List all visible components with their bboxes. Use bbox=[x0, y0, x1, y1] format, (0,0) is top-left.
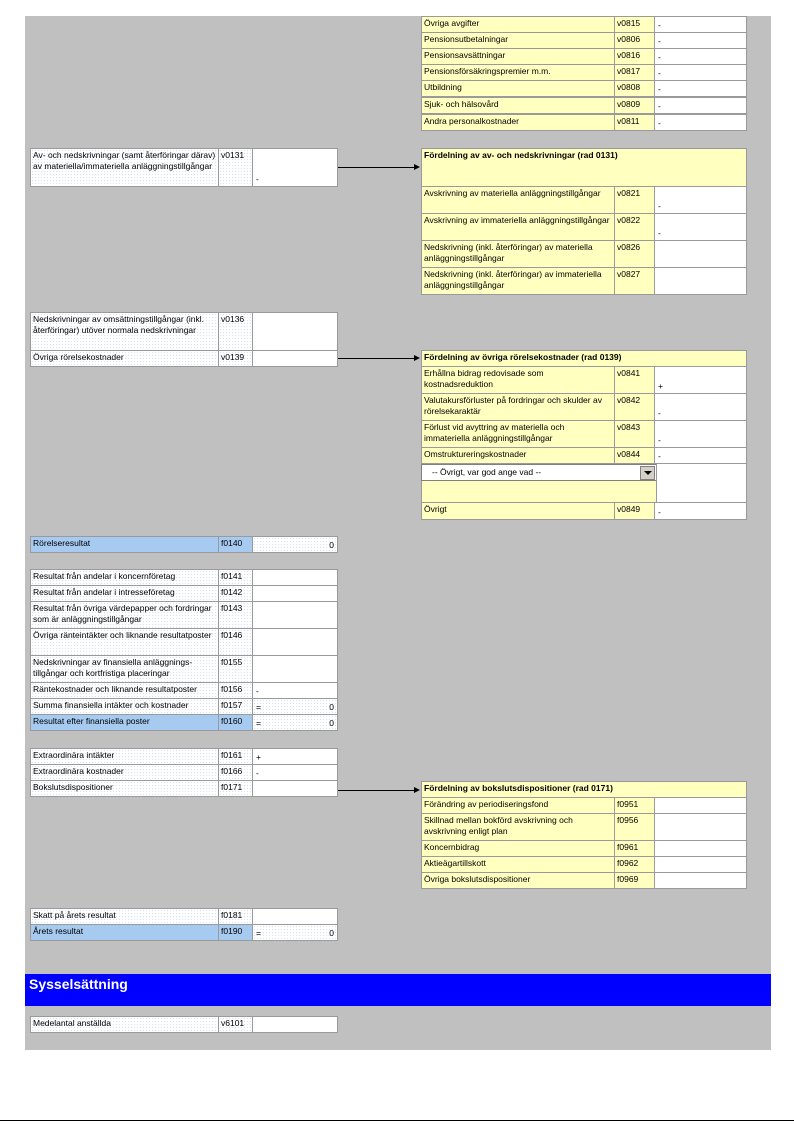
result-after-financial-code: f0160 bbox=[218, 714, 253, 731]
row-label: Avskrivning av immateriella anläggningstillgångar bbox=[421, 213, 615, 241]
operating-costs-breakdown-header: Fördelning av övriga rörelsekostnader (rad 0139) bbox=[421, 350, 747, 367]
row-label: Nedskrivning (inkl. återföringar) av materiella anläggningstillgångar bbox=[421, 240, 615, 268]
arrow-line bbox=[338, 790, 415, 791]
appropriations-breakdown-header: Fördelning av bokslutsdispositioner (rad 0171) bbox=[421, 781, 747, 798]
row-value-input[interactable] bbox=[654, 872, 747, 889]
current-assets-writedown-label: Nedskrivningar av omsättningstillgångar (inkl. återföringar) utöver normala nedskrivningar bbox=[30, 312, 219, 351]
row-label: Extraordinära kostnader bbox=[30, 764, 219, 781]
row-code: v0849 bbox=[614, 502, 655, 520]
row-value-input[interactable]: - bbox=[252, 764, 338, 781]
row-code: f0171 bbox=[218, 780, 253, 797]
row-label: Resultat från andelar i koncernföretag bbox=[30, 569, 219, 586]
row-code: v0841 bbox=[614, 366, 655, 394]
row-label: Resultat från andelar i intresseföretag bbox=[30, 585, 219, 602]
row-label: Sjuk- och hälsovård bbox=[421, 97, 615, 114]
row-label: Skillnad mellan bokförd avskrivning och avskrivning enligt plan bbox=[421, 813, 615, 841]
row-value-input[interactable]: - bbox=[654, 114, 747, 131]
row-label: Pensionsutbetalningar bbox=[421, 32, 615, 49]
row-value-input[interactable] bbox=[252, 655, 338, 683]
row-value-input[interactable]: - bbox=[654, 97, 747, 114]
row-label: Erhållna bidrag redovisade som kostnadsreduktion bbox=[421, 366, 615, 394]
row-value-input[interactable]: - bbox=[654, 32, 747, 49]
net-result-code: f0190 bbox=[218, 924, 253, 941]
row-code: v0843 bbox=[614, 420, 655, 448]
result-after-financial-value: = 0 bbox=[252, 714, 338, 731]
row-code: v0842 bbox=[614, 393, 655, 421]
row-label: Räntekostnader och liknande resultatposter bbox=[30, 682, 219, 699]
row-label: Resultat från övriga värdepapper och fordringar som är anläggningstillgångar bbox=[30, 601, 219, 629]
row-label: Övrigt bbox=[421, 502, 615, 520]
form-sheet bbox=[25, 16, 771, 1050]
row-label: Bokslutsdispositioner bbox=[30, 780, 219, 797]
row-code: f0969 bbox=[614, 872, 655, 889]
employees-input[interactable] bbox=[252, 1016, 338, 1033]
arrow-head-icon bbox=[414, 787, 420, 793]
other-operating-costs-code: v0139 bbox=[218, 350, 253, 367]
operating-result-code: f0140 bbox=[218, 536, 253, 553]
row-value-input[interactable]: + bbox=[654, 366, 747, 394]
financial-sum-value: = 0 bbox=[252, 698, 338, 715]
row-label: Koncernbidrag bbox=[421, 840, 615, 857]
row-value-input[interactable]: - bbox=[654, 447, 747, 464]
row-label: Valutakursförluster på fordringar och skulder av rörelsekaraktär bbox=[421, 393, 615, 421]
row-code: v0808 bbox=[614, 80, 655, 97]
row-value-input[interactable] bbox=[252, 585, 338, 602]
row-value-input[interactable]: - bbox=[654, 213, 747, 241]
row-label: Övriga bokslutsdispositioner bbox=[421, 872, 615, 889]
row-value-input[interactable] bbox=[654, 813, 747, 841]
current-assets-writedown-code: v0136 bbox=[218, 312, 253, 351]
row-value-input[interactable]: - bbox=[654, 502, 747, 520]
row-label: Nedskrivningar av finansiella anläggnings-tillgångar och kortfristiga placeringar bbox=[30, 655, 219, 683]
row-label: Extraordinära intäkter bbox=[30, 748, 219, 765]
depreciation-breakdown-header: Fördelning av av- och nedskrivningar (rad 0131) bbox=[421, 148, 747, 187]
net-result-label: Årets resultat bbox=[30, 924, 219, 941]
row-value-input[interactable] bbox=[654, 240, 747, 268]
section-title: Sysselsättning bbox=[25, 974, 771, 1006]
row-code: v0809 bbox=[614, 97, 655, 114]
arrow-line bbox=[338, 167, 415, 168]
arrow-head-icon bbox=[414, 355, 420, 361]
row-code: v0816 bbox=[614, 48, 655, 65]
row-value-input[interactable]: - bbox=[654, 393, 747, 421]
row-label: Nedskrivning (inkl. återföringar) av immateriella anläggningstillgångar bbox=[421, 267, 615, 295]
row-code: v0806 bbox=[614, 32, 655, 49]
row-code: v0811 bbox=[614, 114, 655, 131]
tax-code: f0181 bbox=[218, 908, 253, 925]
result-after-financial-label: Resultat efter finansiella poster bbox=[30, 714, 219, 731]
row-code: v0827 bbox=[614, 267, 655, 295]
row-label: Avskrivning av materiella anläggningstillgångar bbox=[421, 186, 615, 214]
row-code: f0141 bbox=[218, 569, 253, 586]
row-value-input[interactable]: - bbox=[654, 16, 747, 33]
row-code: v0821 bbox=[614, 186, 655, 214]
chevron-down-icon[interactable] bbox=[640, 466, 655, 480]
tax-label: Skatt på årets resultat bbox=[30, 908, 219, 925]
row-code: f0961 bbox=[614, 840, 655, 857]
operating-result-value: 0 bbox=[252, 536, 338, 553]
row-value-input[interactable] bbox=[252, 569, 338, 586]
row-code: f0161 bbox=[218, 748, 253, 765]
custom-row-input[interactable] bbox=[656, 463, 747, 503]
row-label: Pensionsförsäkringspremier m.m. bbox=[421, 64, 615, 81]
row-code: f0156 bbox=[218, 682, 253, 699]
row-code: v0826 bbox=[614, 240, 655, 268]
arrow-head-icon bbox=[414, 164, 420, 170]
row-label: Omstruktureringskostnader bbox=[421, 447, 615, 464]
financial-sum-label: Summa finansiella intäkter och kostnader bbox=[30, 698, 219, 715]
operating-result-label: Rörelseresultat bbox=[30, 536, 219, 553]
row-label: Förlust vid avyttring av materiella och immateriella anläggningstillgångar bbox=[421, 420, 615, 448]
row-value-input[interactable]: - bbox=[654, 186, 747, 214]
depreciation-input[interactable]: - bbox=[252, 148, 338, 187]
row-code: f0155 bbox=[218, 655, 253, 683]
row-code: f0166 bbox=[218, 764, 253, 781]
row-label: Andra personalkostnader bbox=[421, 114, 615, 131]
row-value-input[interactable] bbox=[654, 856, 747, 873]
row-code: f0143 bbox=[218, 601, 253, 629]
row-value-input[interactable]: - bbox=[654, 80, 747, 97]
row-code: v0844 bbox=[614, 447, 655, 464]
depreciation-code: v0131 bbox=[218, 148, 253, 187]
employees-code: v6101 bbox=[218, 1016, 253, 1033]
row-value-input[interactable]: + bbox=[252, 748, 338, 765]
row-code: v0815 bbox=[614, 16, 655, 33]
row-label: Pensionsavsättningar bbox=[421, 48, 615, 65]
net-result-value: = 0 bbox=[252, 924, 338, 941]
row-label: Övriga ränteintäkter och liknande resultatposter bbox=[30, 628, 219, 656]
page-bottom-rule bbox=[0, 1120, 794, 1121]
row-code: f0142 bbox=[218, 585, 253, 602]
row-value-input[interactable]: - bbox=[252, 682, 338, 699]
row-value-input[interactable] bbox=[252, 780, 338, 797]
row-value-input[interactable] bbox=[252, 628, 338, 656]
row-code: f0956 bbox=[614, 813, 655, 841]
row-label: Övriga avgifter bbox=[421, 16, 615, 33]
tax-input[interactable] bbox=[252, 908, 338, 925]
other-operating-costs-label: Övriga rörelsekostnader bbox=[30, 350, 219, 367]
row-label: Förändring av periodiseringsfond bbox=[421, 797, 615, 814]
row-code: v0822 bbox=[614, 213, 655, 241]
row-value-input[interactable]: - bbox=[654, 64, 747, 81]
depreciation-label: Av- och nedskrivningar (samt återföringar därav) av materiella/immateriella anläggningstillgångar bbox=[30, 148, 219, 187]
row-code: v0817 bbox=[614, 64, 655, 81]
arrow-line bbox=[338, 358, 415, 359]
row-label: Utbildning bbox=[421, 80, 615, 97]
row-value-input[interactable] bbox=[654, 840, 747, 857]
financial-sum-code: f0157 bbox=[218, 698, 253, 715]
row-value-input[interactable]: - bbox=[654, 48, 747, 65]
employees-label: Medelantal anställda bbox=[30, 1016, 219, 1033]
row-label: Aktieägartillskott bbox=[421, 856, 615, 873]
row-code: f0951 bbox=[614, 797, 655, 814]
current-assets-writedown-input[interactable] bbox=[252, 312, 338, 351]
dropdown-value: -- Övrigt, var god ange vad -- bbox=[432, 467, 542, 477]
other-operating-costs-input[interactable] bbox=[252, 350, 338, 367]
row-value-input[interactable] bbox=[654, 267, 747, 295]
row-value-input[interactable] bbox=[252, 601, 338, 629]
row-value-input[interactable] bbox=[654, 797, 747, 814]
row-code: f0962 bbox=[614, 856, 655, 873]
other-type-dropdown[interactable] bbox=[421, 464, 657, 481]
row-code: f0146 bbox=[218, 628, 253, 656]
row-value-input[interactable]: - bbox=[654, 420, 747, 448]
